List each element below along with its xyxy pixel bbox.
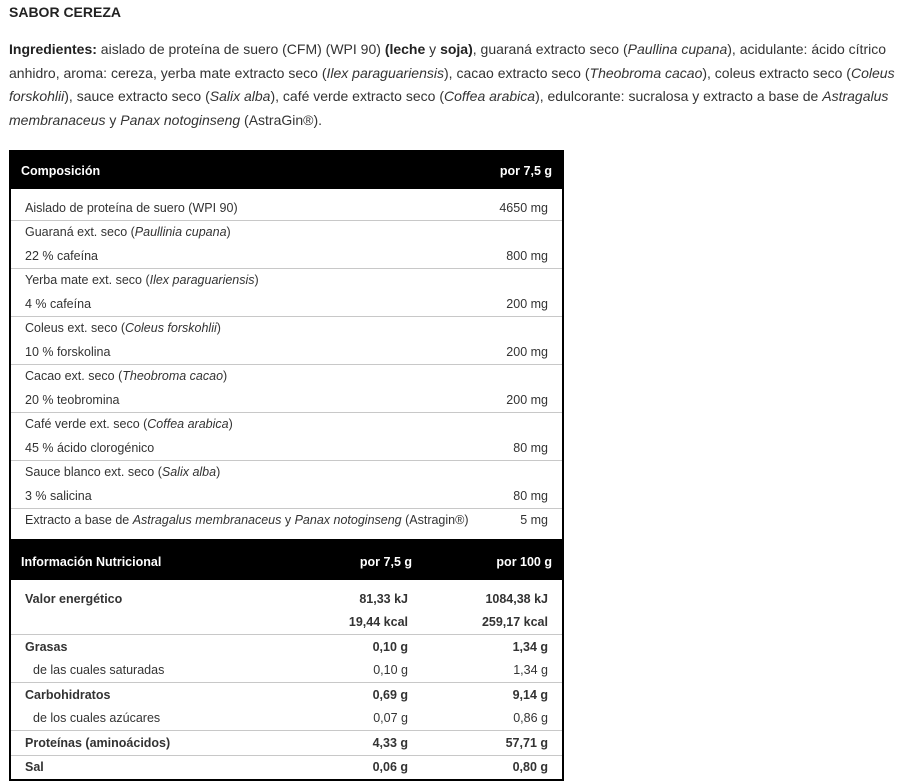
composition-ingredient <box>10 316 485 340</box>
text-run: Astragalus membranaceus <box>132 513 282 528</box>
text-run: y <box>105 111 121 128</box>
composition-amount: 800 mg <box>506 248 548 263</box>
nutrition-row <box>10 755 563 780</box>
composition-ingredient <box>10 268 485 292</box>
composition-ingredient <box>10 292 485 316</box>
composition-row <box>10 292 563 316</box>
composition-amount: 200 mg <box>506 392 548 407</box>
page-title: SABOR CEREZA <box>9 4 122 20</box>
text-run: ), acidulante: ácido cítrico anhidro, aroma: cereza, yerba mate extracto seco ( <box>9 41 887 81</box>
nutrition-value-100g: 0,80 g <box>422 755 563 780</box>
text-run: Theobroma cacao <box>122 369 224 384</box>
nutrition-value-100g: 1,34 g <box>422 635 563 659</box>
ingredients-paragraph <box>9 38 914 132</box>
nutrition-label: Valor energético <box>25 591 123 606</box>
text-run: Aislado de proteína de suero (WPI 90) <box>25 200 238 215</box>
text-run: 4 % cafeína <box>25 296 92 311</box>
text-run: Theobroma cacao <box>589 64 703 81</box>
text-run: aislado de proteína de suero (CFM) (WPI 90) <box>96 41 385 57</box>
text-run: Astragalus membranaceus <box>9 88 889 128</box>
text-run: Yerba mate ext. seco ( <box>25 273 150 288</box>
text-run: Cacao ext. seco ( <box>25 369 123 384</box>
text-run: Ilex paraguariensis <box>149 273 255 288</box>
text-run: soja) <box>440 41 473 57</box>
composition-row <box>10 196 563 220</box>
composition-row <box>10 220 563 244</box>
composition-ingredient <box>10 340 485 364</box>
composition-amount: 80 mg <box>513 488 548 503</box>
text-run: ), cacao extracto seco ( <box>444 64 590 81</box>
nutrition-value-serving: 0,69 g <box>282 683 422 707</box>
nutrition-value-100g: 9,14 g <box>422 683 563 707</box>
composition-ingredient <box>10 196 485 220</box>
text-run: y <box>425 41 441 57</box>
text-run: ) <box>216 465 221 480</box>
nutrition-value-serving: 81,33 kJ <box>359 591 408 606</box>
text-run: y <box>281 513 295 528</box>
nutrition-value-serving: 0,10 g <box>373 663 408 678</box>
spacer-row <box>10 532 563 540</box>
text-run: ), edulcorante: sucralosa y extracto a base de <box>535 88 823 104</box>
nutrition-value-100g: 259,17 kcal <box>481 615 548 630</box>
text-run: 45 % ácido clorogénico <box>25 440 155 455</box>
text-run: 3 % salicina <box>25 488 92 503</box>
text-run: ) <box>216 321 221 336</box>
nutrition-row <box>10 659 563 683</box>
nutrition-table <box>9 541 564 781</box>
composition-header-serving: por 7,5 g <box>485 151 563 189</box>
composition-ingredient <box>10 388 485 412</box>
nutrition-row <box>10 611 563 635</box>
nutrition-value-100g: 1,34 g <box>513 663 548 678</box>
composition-row <box>10 460 563 484</box>
nutrition-row <box>10 731 563 756</box>
nutrition-label: de las cuales saturadas <box>33 663 165 678</box>
nutrition-header-row <box>10 542 563 580</box>
ingredients-text <box>9 41 895 128</box>
nutrition-header-label: Información Nutricional <box>10 542 282 580</box>
text-run: 22 % cafeína <box>25 248 98 263</box>
composition-ingredient <box>10 412 485 436</box>
nutrition-label: de los cuales azúcares <box>33 711 161 726</box>
composition-amount: 5 mg <box>485 508 563 532</box>
text-run: Coffea arabica <box>147 417 229 432</box>
composition-ingredient <box>10 436 485 460</box>
text-run: , guaraná extracto seco ( <box>472 41 628 57</box>
spacer-row <box>10 580 563 587</box>
nutrition-row <box>10 707 563 731</box>
composition-header-label: Composición <box>10 151 485 189</box>
text-run: (Astragin®) <box>401 513 469 528</box>
composition-row <box>10 316 563 340</box>
text-run: Coleus forskohlii <box>125 321 217 336</box>
composition-row <box>10 268 563 292</box>
text-run: Paullinia cupana <box>134 225 227 240</box>
composition-row <box>10 508 563 532</box>
nutrition-value-serving: 0,10 g <box>282 635 422 659</box>
composition-amount <box>485 412 563 436</box>
composition-amount <box>485 364 563 388</box>
composition-row <box>10 484 563 508</box>
text-run: ), café verde extracto seco ( <box>270 88 444 104</box>
nutrition-value-100g: 57,71 g <box>422 731 563 756</box>
nutrition-row <box>10 635 563 659</box>
text-run: ) <box>223 369 228 384</box>
nutrition-label: Grasas <box>10 635 282 659</box>
text-run: ) <box>254 273 259 288</box>
text-run: Guaraná ext. seco ( <box>25 225 135 240</box>
nutrition-value-serving: 0,07 g <box>373 711 408 726</box>
text-run: Salix alba <box>161 465 217 480</box>
composition-amount: 4650 mg <box>499 200 548 215</box>
composition-amount: 80 mg <box>513 440 548 455</box>
text-run: Panax notoginseng <box>120 111 241 128</box>
text-run: ), coleus extracto seco ( <box>702 64 851 81</box>
composition-row <box>10 388 563 412</box>
composition-row <box>10 364 563 388</box>
text-run: Extracto a base de <box>25 513 133 528</box>
text-run: (AstraGin®). <box>240 111 323 128</box>
nutrition-value-serving: 0,06 g <box>282 755 422 780</box>
composition-amount <box>485 220 563 244</box>
composition-amount <box>485 460 563 484</box>
nutrition-label: Carbohidratos <box>10 683 282 707</box>
text-run: ), sauce extracto seco ( <box>64 88 210 104</box>
nutrition-value-100g: 1084,38 kJ <box>485 591 548 606</box>
spacer-row <box>10 189 563 196</box>
text-run: 10 % forskolina <box>25 344 111 359</box>
composition-row <box>10 244 563 268</box>
composition-ingredient <box>10 460 485 484</box>
text-run: ) <box>226 225 231 240</box>
composition-header-row <box>10 151 563 189</box>
text-run: Salix alba <box>209 88 271 104</box>
composition-amount: 200 mg <box>506 344 548 359</box>
text-run: Panax notoginseng <box>294 513 402 528</box>
nutrition-header-serving: por 7,5 g <box>282 542 422 580</box>
nutrition-header-100g: por 100 g <box>422 542 563 580</box>
composition-amount: 200 mg <box>506 296 548 311</box>
composition-amount <box>485 316 563 340</box>
nutrition-label <box>10 611 282 635</box>
nutrition-label: Sal <box>10 755 282 780</box>
nutrition-row <box>10 587 563 611</box>
text-run: (leche <box>384 41 426 57</box>
text-run: Coleus forskohlii <box>9 64 895 104</box>
composition-row <box>10 340 563 364</box>
composition-row <box>10 412 563 436</box>
nutrition-value-100g: 0,86 g <box>513 711 548 726</box>
nutrition-label: Proteínas (aminoácidos) <box>10 731 282 756</box>
text-run: Ilex paraguariensis <box>326 64 444 81</box>
text-run: ) <box>228 417 233 432</box>
text-run: Café verde ext. seco ( <box>25 417 148 432</box>
text-run: Coleus ext. seco ( <box>25 321 126 336</box>
text-run: Coffea arabica <box>444 88 536 104</box>
composition-row <box>10 436 563 460</box>
text-run: 20 % teobromina <box>25 392 120 407</box>
text-run: Paullina cupana <box>627 41 728 57</box>
composition-ingredient <box>10 244 485 268</box>
composition-ingredient <box>10 484 485 508</box>
ingredients-label: Ingredientes: <box>9 41 97 57</box>
nutrition-value-serving: 4,33 g <box>282 731 422 756</box>
composition-amount <box>485 268 563 292</box>
composition-ingredient <box>10 364 485 388</box>
composition-table <box>9 150 564 541</box>
nutrition-value-serving: 19,44 kcal <box>348 615 408 630</box>
nutrition-row <box>10 683 563 707</box>
text-run: Sauce blanco ext. seco ( <box>25 465 162 480</box>
composition-ingredient <box>10 508 485 532</box>
composition-ingredient <box>10 220 485 244</box>
